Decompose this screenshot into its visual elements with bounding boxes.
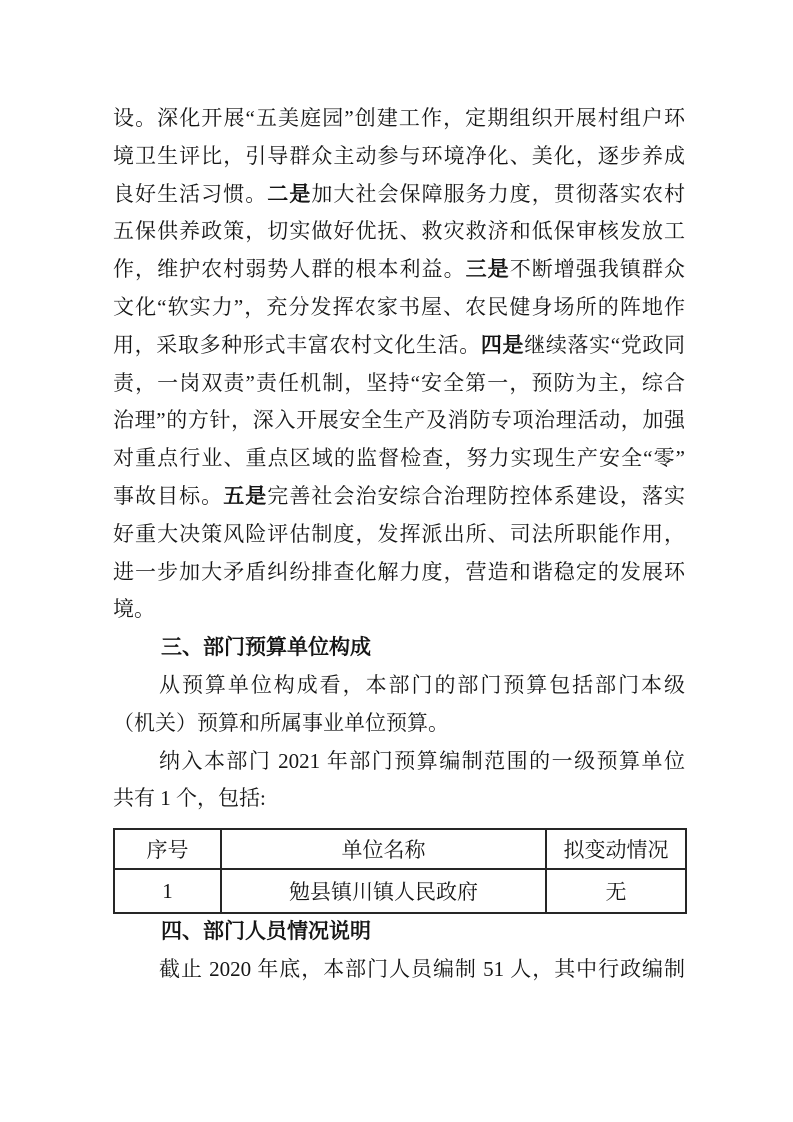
bold-run-si-shi: 四是 — [480, 333, 525, 357]
body-line — [113, 780, 685, 818]
text-run: 设。深化开展“五美庭园”创建工作，定期组织开展村组户环 — [113, 106, 685, 130]
text-run: 良好生活习惯。 — [113, 181, 268, 206]
cell-unit-name: 勉县镇川镇人民政府 — [221, 869, 546, 913]
text-run: 从预算单位构成看，本部门的部门预算包括部门本级 — [159, 672, 685, 697]
bold-run-wu-shi: 五是 — [223, 484, 268, 508]
text-run: 文化“软实力”，充分发挥农家书屋、农民健身场所的阵地作 — [113, 294, 685, 319]
body-line — [113, 478, 685, 516]
table-header-row — [114, 829, 686, 869]
body-line — [113, 365, 685, 403]
budget-unit-table — [113, 828, 687, 914]
text-run: （机关）预算和所属事业单位预算。 — [113, 710, 449, 735]
table-row — [114, 869, 686, 913]
body-line — [113, 667, 685, 705]
text-run: 责，一岗双责”责任机制，坚持“安全第一，预防为主，综合 — [113, 370, 685, 395]
bold-run-er-shi: 二是 — [267, 182, 312, 206]
body-line — [113, 176, 685, 214]
cell-serial-number: 1 — [114, 869, 221, 913]
body-line — [113, 554, 685, 592]
text-run: 完善社会治安综合治理防控体系建设，落实 — [267, 483, 686, 508]
body-line — [113, 100, 685, 138]
bold-run-san-shi: 三是 — [465, 258, 510, 282]
text-run: 好重大决策风险评估制度，发挥派出所、司法所职能作用， — [113, 521, 685, 546]
text-run: 治理”的方针，深入开展安全生产及消防专项治理活动，加强 — [113, 408, 685, 433]
text-run: 对重点行业、重点区域的监督检查，努力实现生产安全“零” — [113, 446, 685, 471]
heading-text: 三、部门预算单位构成 — [161, 636, 371, 660]
cell-planned-change: 无 — [546, 869, 686, 913]
body-line — [113, 440, 685, 478]
text-run: 用，采取多种形式丰富农村文化生活。 — [113, 332, 481, 357]
header-cell-planned-change: 拟变动情况 — [546, 829, 686, 869]
text-run: 截止 2020 年底，本部门人员编制 51 人，其中行政编制 — [159, 956, 685, 981]
header-cell-unit-name: 单位名称 — [221, 829, 546, 869]
text-run: 境卫生评比，引导群众主动参与环境净化、美化，逐步养成 — [113, 143, 685, 168]
body-line — [113, 289, 685, 327]
text-run: 作，维护农村弱势人群的根本利益。 — [113, 257, 466, 282]
heading-text: 四、部门人员情况说明 — [161, 920, 371, 943]
body-line — [113, 327, 685, 365]
body-line — [113, 743, 685, 781]
text-run: 进一步加大矛盾纠纷排查化解力度，营造和谐稳定的发展环 — [113, 559, 685, 584]
body-line — [113, 213, 685, 251]
body-line — [113, 705, 685, 743]
section-heading-personnel-situation — [113, 913, 685, 951]
text-run: 继续落实“党政同 — [524, 332, 686, 357]
body-line — [113, 251, 685, 289]
text-run: 境。 — [113, 597, 155, 622]
text-run: 加大社会保障服务力度，贯彻落实农村 — [311, 181, 686, 206]
text-run: 不断增强我镇群众 — [509, 257, 686, 282]
body-text-block-upper — [113, 100, 685, 818]
body-line — [113, 402, 685, 440]
body-line — [113, 591, 685, 629]
section-heading-budget-unit-composition — [113, 629, 685, 667]
body-line — [113, 951, 685, 989]
body-line — [113, 138, 685, 176]
header-cell-serial-number: 序号 — [114, 829, 221, 869]
body-text-block-lower — [113, 913, 685, 989]
body-line — [113, 516, 685, 554]
text-run: 纳入本部门 2021 年部门预算编制范围的一级预算单位 — [159, 748, 685, 773]
text-run: 共有 1 个，包括: — [113, 786, 266, 811]
text-run: 事故目标。 — [113, 483, 224, 508]
text-run: 五保供养政策，切实做好优抚、救灾救济和低保审核发放工 — [113, 219, 685, 244]
